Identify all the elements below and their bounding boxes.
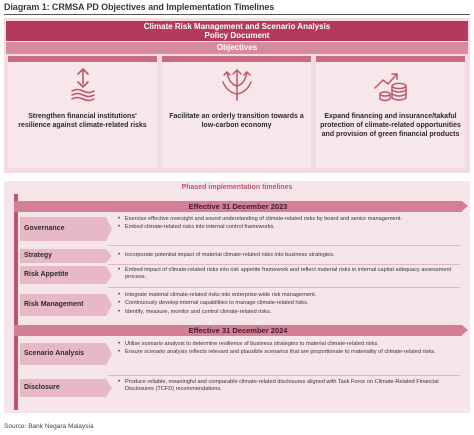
bullet-item: • Incorporate potential impact of material climate-related risks into business strategies. bbox=[118, 252, 464, 259]
objective-card-financing bbox=[316, 56, 465, 168]
coins-growth-icon bbox=[371, 64, 411, 104]
resilience-arrows-icon bbox=[63, 64, 103, 104]
row-arrow bbox=[106, 294, 112, 316]
bullet-item: • Ensure scenario analysis reflects relevant and plausible scenarios that are proportionate to materiality of climate-related risks. bbox=[118, 349, 464, 356]
row-label-disclosure: Disclosure bbox=[20, 379, 106, 397]
effective-2023-bar: Effective 31 December 2023 bbox=[14, 201, 462, 212]
objective-text: Strengthen financial institutions' resilience against climate-related risks bbox=[18, 113, 147, 129]
bullet-item: • Embed impact of climate-related risks into risk appetite framework and reflect material risks in internal capital adequacy assessment process. bbox=[118, 267, 464, 281]
transition-arrows-icon bbox=[217, 64, 257, 104]
disclosure-bullets bbox=[118, 379, 464, 394]
row-arrow bbox=[106, 266, 112, 284]
row-label-scenario-analysis: Scenario Analysis bbox=[20, 343, 106, 365]
effective-2023-arrow bbox=[462, 201, 468, 211]
policy-header-line1: Climate Risk Management and Scenario Analysis bbox=[143, 22, 331, 31]
row-divider bbox=[108, 287, 460, 288]
governance-bullets bbox=[118, 216, 464, 233]
row-label-strategy: Strategy bbox=[20, 249, 106, 263]
effective-2024-bar: Effective 31 December 2024 bbox=[14, 325, 462, 336]
bullet-item: • Identify, measure, monitor and control climate-related risks. bbox=[118, 309, 464, 316]
objectives-label: Objectives bbox=[6, 42, 468, 54]
row-arrow bbox=[106, 343, 112, 365]
objective-card-transition bbox=[162, 56, 311, 168]
objective-text: Expand financing and insurance/takaful protection of climate-related opportunities and provision of green financial products bbox=[320, 113, 461, 138]
bullet-item: • Utilise scenario analysis to determine resilience of business strategies to material climate-related risks. bbox=[118, 341, 464, 348]
risk-management-bullets bbox=[118, 292, 464, 317]
policy-header bbox=[6, 21, 468, 41]
phased-title: Phased implementation timelines bbox=[181, 184, 293, 191]
row-label-governance: Governance bbox=[20, 217, 106, 241]
bullet-item: • Continuously develop internal capabilities to manage climate-related risks. bbox=[118, 300, 464, 307]
bullet-item: • Integrate material climate-related risks into enterprise-wide risk management. bbox=[118, 292, 464, 299]
row-divider bbox=[108, 245, 460, 246]
row-label-risk-management: Risk Management bbox=[20, 294, 106, 316]
row-arrow bbox=[106, 217, 112, 241]
scenario-analysis-bullets bbox=[118, 341, 464, 358]
row-arrow bbox=[106, 249, 112, 263]
timeline-spine bbox=[14, 194, 18, 410]
objective-text: Facilitate an orderly transition towards a low-carbon economy bbox=[169, 113, 304, 129]
row-divider bbox=[108, 375, 460, 376]
bullet-item: • Embed climate-related risks into internal control frameworks. bbox=[118, 224, 464, 231]
diagram-title: Diagram 1: CRMSA PD Objectives and Implementation Timelines bbox=[4, 2, 275, 12]
effective-2024-arrow bbox=[462, 325, 468, 335]
bullet-item: • Produce reliable, meaningful and comparable climate-related disclosures aligned with Task Force on Climate-Related Financial Disclosures (TCFD) recommendations. bbox=[118, 379, 464, 393]
strategy-bullets bbox=[118, 252, 464, 260]
title-divider bbox=[4, 14, 470, 15]
objective-card-resilience bbox=[8, 56, 157, 168]
row-label-risk-appetite: Risk Appetite bbox=[20, 266, 106, 284]
row-divider bbox=[108, 264, 460, 265]
row-arrow bbox=[106, 379, 112, 397]
risk-appetite-bullets bbox=[118, 267, 464, 282]
bullet-item: • Exercise effective oversight and sound understanding of climate-related risks by board and senior management. bbox=[118, 216, 464, 223]
source-note: Source: Bank Negara Malaysia bbox=[4, 423, 94, 430]
policy-header-line2: Policy Document bbox=[204, 31, 270, 40]
